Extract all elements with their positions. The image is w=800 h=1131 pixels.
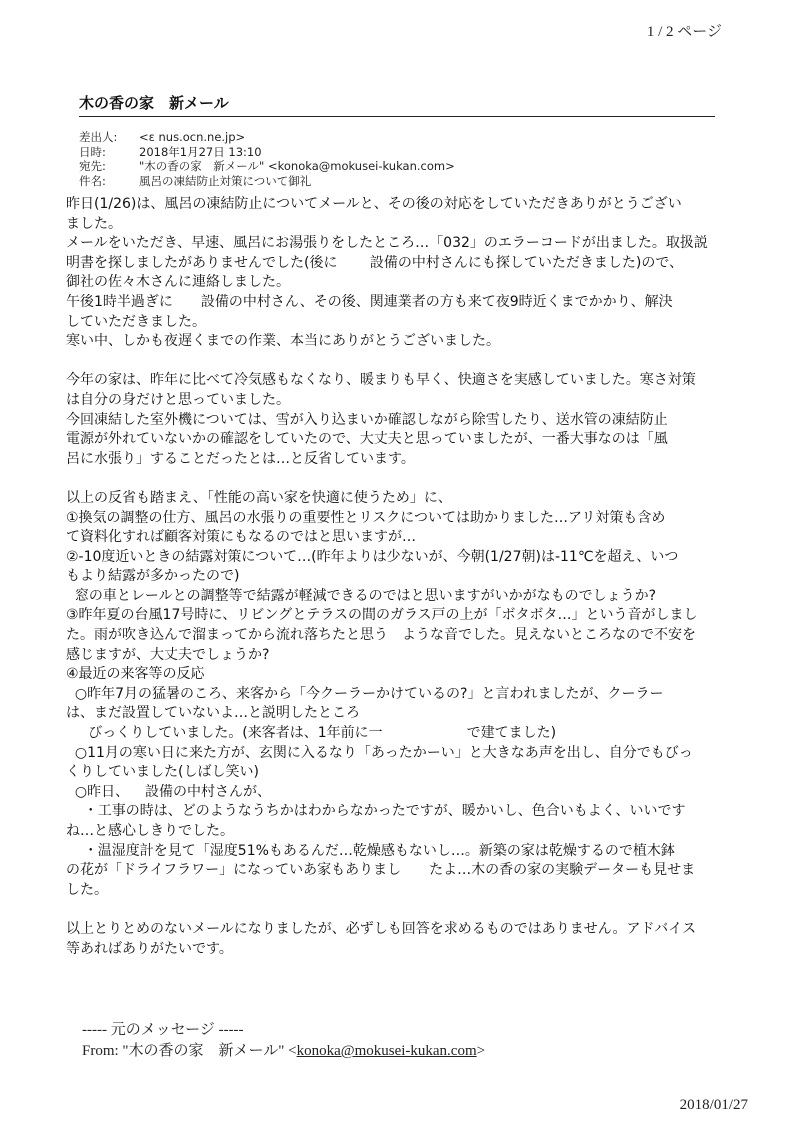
date-value: 2018年1月27日 13:10 bbox=[139, 144, 262, 159]
body-line: 呂に水張り」することだったとは…と反省しています。 bbox=[66, 450, 415, 467]
body-line: の花が「ドライフラワー」になっていあ家もありまし たよ…木の香の家の実験データーも見せま bbox=[66, 862, 696, 879]
body-line: 今回凍結した室外機については、雪が入り込まいか確認しながら除雪したり、送水管の凍結防止 bbox=[66, 411, 668, 428]
body-line: ○11月の寒い日に来た方が、玄関に入るなり「あったかーい」と大きなあ声を出し、自分でもびっ bbox=[66, 744, 693, 761]
header-date bbox=[79, 145, 639, 160]
body-line: 明書を探しましたがありませんでした(後に 設備の中村さんにも探していただきました)ので、 bbox=[66, 254, 684, 271]
quoted-message bbox=[82, 1020, 682, 1062]
quoted-from bbox=[82, 1041, 682, 1062]
body-line: メールをいただき、早速、風呂にお湯張りをしたところ…「032」のエラーコードが出ました。取扱説 bbox=[66, 235, 708, 252]
body-line: 御社の佐々木さんに連絡しました。 bbox=[66, 274, 290, 291]
quoted-from-prefix: From: "木の香の家 新メール" < bbox=[82, 1043, 297, 1059]
body-line: 電源が外れていないかの確認をしていたので、大丈夫と思っていましたが、一番大事なのは「風 bbox=[66, 431, 668, 448]
body-line: ね…と感心しきりでした。 bbox=[66, 823, 234, 839]
quoted-from-email-link[interactable]: konoka@mokusei-kukan.com bbox=[296, 1043, 477, 1059]
body-line: くりしていました(しばし笑い) bbox=[66, 764, 259, 781]
body-line: ○昨日、 設備の中村さんが、 bbox=[66, 783, 272, 800]
from-value: <ε nus.ocn.ne.jp> bbox=[139, 130, 246, 144]
header-from bbox=[79, 130, 639, 145]
body-line: は、まだ設置していないよ…と説明したところ bbox=[66, 705, 360, 722]
body-line: ①換気の調整の仕方、風呂の水張りの重要性とリスクについては助かりました…アリ対策も含め bbox=[66, 509, 666, 526]
body-line: 以上の反省も踏まえ、「性能の高い家を快適に使うため」に、 bbox=[66, 489, 452, 506]
body-line: は自分の身だけと思っていました。 bbox=[66, 391, 290, 408]
body-line: 昨日(1/26)は、風呂の凍結防止についてメールと、その後の対応をしていただきありがとうござい bbox=[66, 196, 682, 212]
body-line: 等あればありがたいです。 bbox=[66, 940, 233, 957]
body-blank-line bbox=[66, 469, 726, 489]
body-line: びっくりしていました。(来客者は、1年前に一 で建てました) bbox=[66, 725, 557, 742]
body-line: 午後1時半過ぎに 設備の中村さん、その後、関連業者の方も来て夜9時近くまでかかり、解決 bbox=[66, 293, 673, 310]
from-label: 差出人: bbox=[79, 130, 118, 144]
footer-date: 2018/01/27 bbox=[679, 1097, 748, 1113]
subject-value: 風呂の凍結防止対策について御礼 bbox=[139, 173, 312, 188]
body-line: ○昨年7月の猛暑のころ、来客から「今クーラーかけているの?」と言われましたが、クーラー bbox=[66, 685, 664, 702]
to-value: "木の香の家 新メール" <konoka@mokusei-kukan.com> bbox=[139, 159, 455, 173]
to-label: 宛先: bbox=[79, 159, 106, 173]
body-line: ②-10度近いときの結露対策について…(昨年よりは少ないが、今朝(1/27朝)は-11℃を超え、いつ bbox=[66, 548, 679, 565]
body-blank-line bbox=[66, 352, 726, 372]
body-line: 感じますが、大丈夫でしょうか? bbox=[66, 646, 270, 663]
body-blank-line bbox=[66, 900, 726, 920]
header-subject bbox=[79, 174, 639, 189]
header-to bbox=[79, 159, 639, 174]
body-line: ・工事の時は、どのようなうちかはわからなかったですが、暖かいし、色合いもよく、いいです bbox=[66, 803, 686, 820]
body-line: ④最近の来客等の反応 bbox=[66, 666, 205, 683]
page-number: 1 / 2 ページ bbox=[646, 24, 722, 40]
body-line: 以上とりとめのないメールになりましたが、必ずしも回答を求めるものではありません。アドバイス bbox=[66, 920, 697, 937]
body-line: した。 bbox=[66, 881, 108, 898]
body-line: ③昨年夏の台風17号時に、リビングとテラスの間のガラス戸の上が「ボタボタ…」という音がしまし bbox=[66, 607, 698, 624]
body-line: た。雨が吹き込んで溜まってから流れ落ちたと思う ような音でした。見えないところなので不安を bbox=[66, 627, 696, 644]
body-line: 今年の家は、昨年に比べて冷気感もなくなり、暖まりも早く、快適さを実感していました。寒さ対策 bbox=[66, 372, 696, 389]
mail-headers bbox=[79, 130, 639, 188]
body-line: もより結露が多かったので) bbox=[66, 568, 240, 585]
body-line: 寒い中、しかも夜遅くまでの作業、本当にありがとうございました。 bbox=[66, 333, 500, 350]
body-line: していただきました。 bbox=[66, 313, 206, 330]
mail-body bbox=[66, 195, 726, 959]
quoted-from-suffix: > bbox=[476, 1043, 486, 1059]
subject-label: 件名: bbox=[79, 173, 106, 188]
body-line: ・温湿度計を見て「湿度51%もあるんだ…乾燥感もないし…。新築の家は乾燥するので植木鉢 bbox=[66, 842, 675, 859]
quoted-separator: ----- 元のメッセージ ----- bbox=[82, 1022, 244, 1038]
date-label: 日時: bbox=[79, 144, 106, 159]
mail-title: 木の香の家 新メール bbox=[79, 92, 715, 117]
body-line: ました。 bbox=[66, 215, 122, 232]
body-line: て資料化すれば顧客対策にもなるのではと思いますが… bbox=[66, 529, 416, 546]
body-line: 窓の車とレールとの調整等で結露が軽減できるのではと思いますがいかがなものでしょうか? bbox=[66, 587, 657, 604]
